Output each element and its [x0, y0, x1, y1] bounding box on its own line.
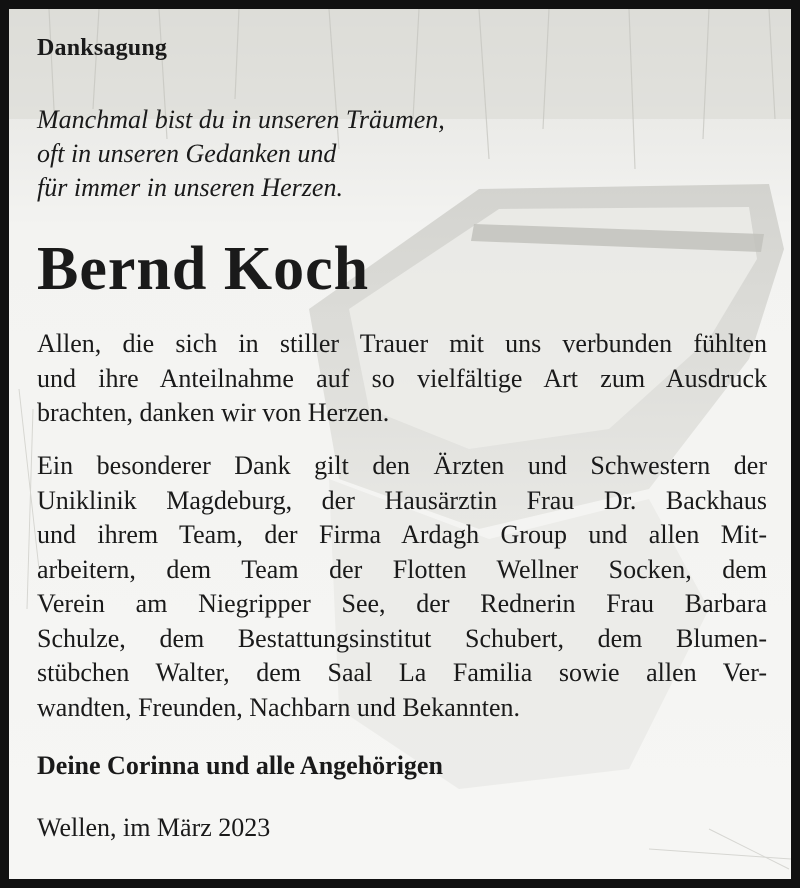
text-line: Allen, die sich in stiller Trauer mit uns verbunden fühlten	[37, 329, 767, 358]
text-line: wandten, Freunden, Nachbarn und Bekannten.	[37, 692, 521, 722]
notice-content	[9, 9, 791, 879]
text-line: arbeitern, dem Team der Flotten Wellner Socken, dem	[37, 554, 767, 584]
text-line: und ihre Anteilnahme auf so vielfältige Art zum Ausdruck	[37, 363, 767, 393]
thanks-paragraph-1	[37, 327, 767, 431]
poem-line: oft in unseren Gedanken und	[37, 139, 337, 168]
poem-line: für immer in unseren Herzen.	[37, 173, 343, 202]
text-line: stübchen Walter, dem Saal La Familia sowie allen Ver-	[37, 658, 767, 687]
thanks-paragraph-2	[37, 449, 767, 725]
text-line: brachten, danken wir von Herzen.	[37, 398, 390, 427]
deceased-name: Bernd Koch	[37, 235, 370, 303]
poem-line: Manchmal bist du in unseren Träumen,	[37, 105, 445, 134]
text-line: Verein am Niegripper See, der Rednerin Frau Barbara	[37, 589, 767, 618]
place-date: Wellen, im März 2023	[37, 813, 271, 842]
notice-heading: Danksagung	[37, 35, 168, 61]
text-line: und ihrem Team, der Firma Ardagh Group und allen Mit-	[37, 520, 767, 549]
signoff: Deine Corinna und alle Angehörigen	[37, 751, 443, 780]
text-line: Uniklinik Magdeburg, der Hausärztin Frau Dr. Backhaus	[37, 485, 767, 515]
text-line: Schulze, dem Bestattungsinstitut Schubert, dem Blumen-	[37, 623, 767, 653]
text-line: Ein besonderer Dank gilt den Ärzten und Schwestern der	[37, 451, 767, 480]
memorial-poem	[37, 103, 445, 205]
